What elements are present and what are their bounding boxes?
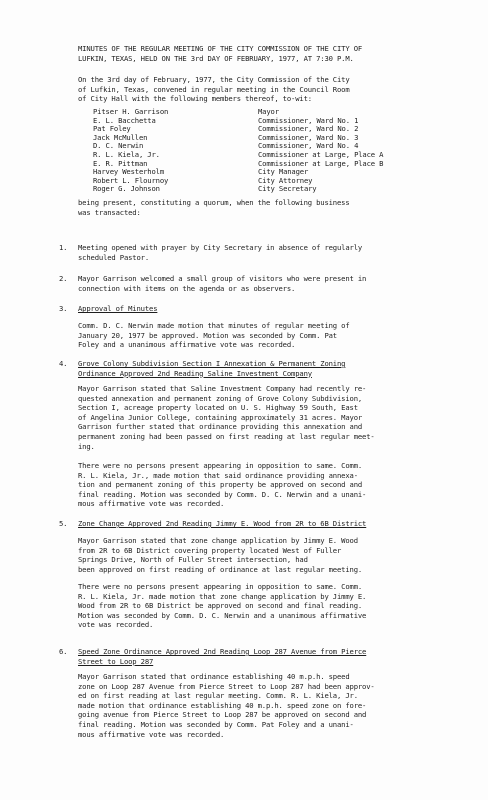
item-line: ed on first reading at last regular meeting. Comm. R. L. Kiela, Jr.: [78, 691, 358, 701]
roster-name: D. C. Nerwin: [93, 141, 144, 151]
item-line: Foley and a unanimous affirmative vote was recorded.: [78, 340, 296, 350]
item-line: R. L. Kiela, Jr. made motion that zone change application by Jimmy E.: [78, 591, 367, 601]
quorum-line: was transacted:: [78, 207, 141, 217]
agenda-item-6-body: [78, 672, 438, 739]
roster-name: Pitser H. Garrison: [93, 107, 169, 116]
item-line: zone on Loop 287 Avenue from Pierce Street to Loop 287 had been approv-: [78, 681, 375, 691]
agenda-item-3-heading: [78, 304, 438, 314]
roster-name: Harvey Westerholm: [93, 167, 165, 177]
item-heading: Grove Colony Subdivision Section I Annexation & Permanent Zoning: [78, 359, 346, 368]
roster-name: Robert L. Flournoy: [93, 175, 169, 185]
item-line: Section I, acreage property located on U. S. Highway 59 South, East: [78, 403, 358, 413]
agenda-item-5-heading: [78, 519, 438, 529]
agenda-item-2: [78, 274, 438, 293]
item-line: vote was recorded.: [78, 620, 154, 630]
agenda-item-1: [78, 243, 438, 262]
header-line: MINUTES OF THE REGULAR MEETING OF THE CITY COMMISSION OF THE CITY OF: [78, 44, 363, 53]
item-number: 4.: [59, 359, 68, 368]
item-line: Mayor Garrison welcomed a small group of visitors who were present in: [78, 274, 367, 283]
roster-name: E. L. Bacchetta: [93, 115, 156, 125]
item-line: Garrison further stated that ordinance providing this annexation and: [78, 422, 363, 432]
item-number: 6.: [59, 647, 68, 656]
item-line: Mayor Garrison stated that zone change application by Jimmy E. Wood: [78, 536, 358, 545]
agenda-item-3-body: [78, 321, 438, 350]
roster-name: Pat Foley: [93, 124, 131, 134]
roster-title: Commissioner, Ward No. 1: [258, 115, 359, 125]
item-heading: Zone Change Approved 2nd Reading Jimmy E. Wood from 2R to 6B District: [78, 519, 367, 528]
item-line: R. L. Kiela, Jr., made motion that said ordinance providing annexa-: [78, 470, 358, 480]
item-heading: Ordinance Approved 2nd Reading Saline Investment Company: [78, 368, 312, 378]
item-line: Comm. D. C. Nerwin made motion that minutes of regular meeting of: [78, 321, 350, 330]
item-number: 2.: [59, 274, 68, 283]
item-number: 5.: [59, 519, 68, 528]
item-line: quested annexation and permanent zoning of Grove Colony Subdivision,: [78, 393, 363, 403]
roster-title: Commissioner at Large, Place A: [258, 149, 384, 159]
agenda-item-5-body: [78, 536, 438, 574]
item-number: 3.: [59, 304, 68, 313]
roster-name: R. L. Kiela, Jr.: [93, 149, 160, 159]
agenda-item-5-body-2: [78, 582, 438, 630]
item-line: of Angelina Junior College, containing approximately 31 acres. Mayor: [78, 412, 363, 422]
item-line: Springs Drive, North of Fuller Street intersection, had: [78, 555, 308, 565]
minutes-header: [78, 44, 428, 63]
roster-title: Commissioner, Ward No. 3: [258, 132, 359, 142]
item-line: tion and permanent zoning of this property be approved on second and: [78, 480, 363, 490]
roster-name: E. R. Pittman: [93, 158, 148, 168]
roster-name: Roger G. Johnson: [93, 184, 160, 194]
item-line: final reading. Motion was seconded by Comm. Pat Foley and a unani-: [78, 719, 354, 729]
item-line: Mayor Garrison stated that Saline Investment Company had recently re-: [78, 384, 367, 393]
item-line: been approved on first reading of ordinance at last regular meeting.: [78, 564, 363, 574]
item-line: final reading. Motion was seconded by Comm. D. C. Nerwin and a unani-: [78, 489, 367, 499]
agenda-item-4-heading: [78, 359, 438, 378]
item-line: connection with items on the agenda or as observers.: [78, 283, 296, 293]
item-line: Mayor Garrison stated that ordinance establishing 40 m.p.h. speed: [78, 672, 350, 681]
item-heading: Street to Loop 287: [78, 656, 154, 666]
agenda-item-4-body: [78, 384, 438, 451]
roster-title: City Attorney: [258, 175, 313, 185]
item-line: permanent zoning had been passed on first reading at last regular meet-: [78, 431, 375, 441]
intro-line: On the 3rd day of February, 1977, the City Commission of the City: [78, 75, 350, 84]
roster-title: Commissioner, Ward No. 4: [258, 141, 359, 151]
item-line: scheduled Pastor.: [78, 252, 150, 262]
item-line: There were no persons present appearing in opposition to same. Comm.: [78, 461, 363, 470]
intro-paragraph: [78, 75, 438, 104]
roster-title: Mayor: [258, 107, 279, 116]
item-line: ing.: [78, 441, 95, 451]
roster-title: City Secretary: [258, 184, 317, 194]
item-line: January 20, 1977 be approved. Motion was seconded by Comm. Pat: [78, 330, 337, 340]
item-heading: Speed Zone Ordinance Approved 2nd Reading Loop 287 Avenue from Pierce: [78, 647, 367, 656]
roster-title: City Manager: [258, 167, 309, 177]
header-line: LUFKIN, TEXAS, HELD ON THE 3rd DAY OF FEBRUARY, 1977, AT 7:30 P.M.: [78, 53, 354, 63]
item-line: Motion was seconded by Comm. D. C. Nerwin and a unanimous affirmative: [78, 610, 367, 620]
quorum-line: being present, constituting a quorum, when the following business: [78, 198, 350, 207]
item-line: made motion that ordinance establishing 40 m.p.h. speed zone on fore-: [78, 700, 367, 710]
intro-line: of City Hall with the following members thereof, to-wit:: [78, 94, 312, 104]
roster-title: Commissioner, Ward No. 2: [258, 124, 359, 134]
agenda-item-4-body-2: [78, 461, 438, 509]
agenda-item-6-heading: [78, 647, 438, 666]
intro-line: of Lufkin, Texas, convened in regular meeting in the Council Room: [78, 84, 350, 94]
roster-title: Commissioner at Large, Place B: [258, 158, 384, 168]
item-line: mous affirmative vote was recorded.: [78, 729, 225, 739]
item-line: from 2R to 6B District covering property located West of Fuller: [78, 545, 342, 555]
item-line: Wood from 2R to 6B District be approved on second and final reading.: [78, 601, 363, 611]
item-line: going avenue from Pierce Street to Loop 287 be approved on second and: [78, 710, 367, 720]
item-heading: Approval of Minutes: [78, 304, 158, 313]
item-line: mous affirmative vote was recorded.: [78, 499, 225, 509]
item-line: Meeting opened with prayer by City Secretary in absence of regularly: [78, 243, 363, 252]
item-line: There were no persons present appearing in opposition to same. Comm.: [78, 582, 363, 591]
quorum-paragraph: [78, 198, 438, 217]
roster-name: Jack McMullen: [93, 132, 148, 142]
item-number: 1.: [59, 243, 68, 252]
